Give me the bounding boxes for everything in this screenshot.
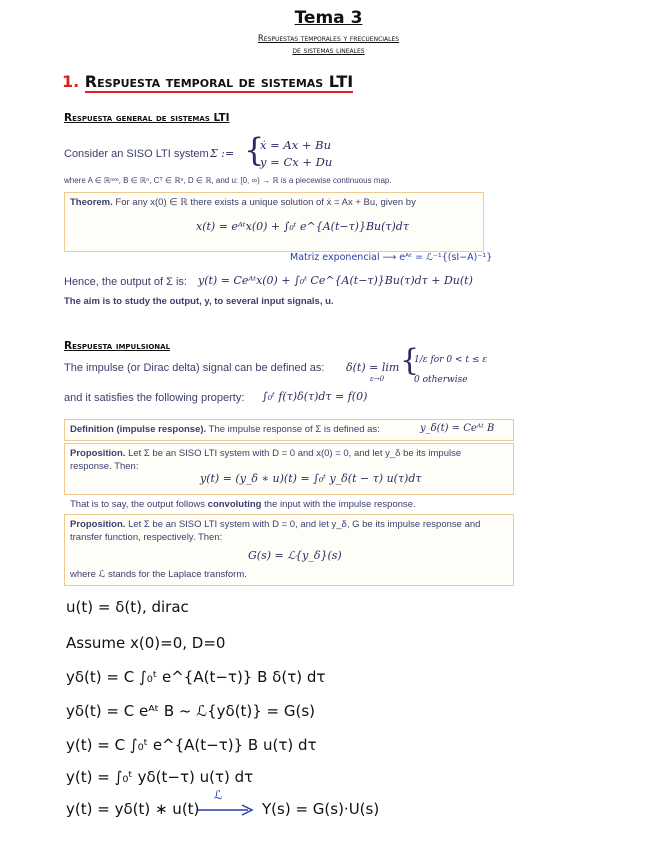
delta-case-2: 0 otherwise — [414, 375, 468, 385]
final-result: Y(s) = G(s)·U(s) — [262, 800, 380, 818]
output-solution-equation: y(t) = Ceᴬᵗx(0) + ∫₀ᵗ Ce^{A(t−τ)}Bu(τ)dτ + Du(t) — [198, 274, 473, 287]
hand-line-2: Assume x(0)=0, D=0 — [66, 634, 226, 652]
delta-brace: { — [400, 343, 420, 378]
subsection-heading-general: Respuesta general de sistemas LTI — [64, 112, 230, 124]
hand-line-5: y(t) = C ∫₀ᵗ e^{A(t−τ)} B u(τ) dτ — [66, 736, 317, 754]
convolution-sentence — [70, 499, 416, 510]
definition-line — [70, 424, 380, 435]
sigma-def: Σ := — [210, 147, 235, 160]
definition-text: The impulse response of Σ is defined as: — [208, 424, 380, 435]
laplace-arrow-label: ℒ — [214, 788, 223, 802]
definition-label: Definition (impulse response). — [70, 424, 207, 435]
where-text: where A ∈ ℝⁿˣⁿ, B ∈ ℝⁿ, Cᵀ ∈ ℝⁿ, D ∈ ℝ, and u: [0, ∞) → ℝ is a piecewise continuous map. — [64, 176, 392, 185]
page-title: Tema 3 — [294, 8, 363, 28]
state-equation: ẋ = Ax + Bu — [260, 138, 332, 152]
theorem-line — [70, 197, 416, 208]
consider-text: Consider an SISO LTI system — [64, 148, 209, 160]
hand-line-6: y(t) = ∫₀ᵗ yδ(t−τ) u(τ) dτ — [66, 768, 254, 786]
proposition1-label: Proposition. — [70, 448, 126, 459]
laplace-text: where ℒ stands for the Laplace transform. — [70, 569, 247, 580]
section-title: Respuesta temporal de sistemas LTI — [84, 72, 354, 91]
matrix-exponential-note: Matriz exponencial ⟶ eᴬᵗ = ℒ⁻¹{(sI−A)⁻¹} — [290, 252, 493, 263]
hand-line-1: u(t) = δ(t), dirac — [66, 598, 189, 616]
section-heading — [62, 72, 353, 91]
laplace-arrow-icon — [196, 804, 256, 816]
system-brace: { — [244, 131, 265, 169]
page-subtitle-line1: Respuestas temporales y frecuenciales — [257, 34, 400, 44]
convolution-pre: That is to say, the output follows — [70, 499, 206, 510]
hand-line-3: yδ(t) = C ∫₀ᵗ e^{A(t−τ)} B δ(τ) dτ — [66, 668, 326, 686]
hence-text: Hence, the output of Σ is: — [64, 276, 187, 288]
proposition2-line — [70, 518, 490, 544]
page-subtitle-line2: de sistemas lineales — [292, 46, 365, 56]
property-text: and it satisfies the following property: — [64, 392, 245, 404]
property-equation: ∫₀ᵗ f(τ)δ(τ)dτ = f(0) — [262, 390, 368, 403]
delta-equation: δ(t) = lim — [346, 361, 400, 374]
definition-equation: y_δ(t) = Ceᴬᵗ B — [420, 423, 495, 434]
proposition2-equation: G(s) = ℒ{y_δ}(s) — [248, 549, 342, 562]
proposition1-text: Let Σ be an SISO LTI system with D = 0 and x(0) = 0, and let y_δ be its impulse response. Then: — [70, 448, 462, 472]
subsection-heading-impulse: Respuesta impulsional — [64, 340, 171, 352]
impulse-text: The impulse (or Dirac delta) signal can be defined as: — [64, 362, 325, 374]
section-number: 1. — [62, 72, 80, 91]
aim-text: The aim is to study the output, y, to several input signals, u. — [64, 296, 334, 307]
proposition1-line — [70, 447, 490, 473]
hand-line-4: yδ(t) = C eᴬᵗ B ~ ℒ{yδ(t)} = G(s) — [66, 702, 316, 720]
hand-line-7: y(t) = yδ(t) ∗ u(t) — [66, 800, 200, 818]
theorem-text: For any x(0) ∈ ℝ there exists a unique solution of ẋ = Ax + Bu, given by — [115, 197, 416, 208]
convolution-post: the input with the impulse response. — [264, 499, 416, 510]
proposition1-equation: y(t) = (y_δ ∗ u)(t) = ∫₀ᵗ y_δ(t − τ) u(τ)dτ — [200, 472, 422, 485]
proposition2-label: Proposition. — [70, 519, 126, 530]
proposition2-text: Let Σ be an SISO LTI system with D = 0, and let y_δ, G be its impulse response and transfer function, respectively. Then: — [70, 519, 481, 543]
delta-case-1: 1/ε for 0 < t ≤ ε — [414, 355, 488, 365]
convolution-word: convoluting — [207, 499, 262, 510]
delta-limit-sub: ε→0 — [370, 375, 385, 383]
theorem-label: Theorem. — [70, 197, 113, 208]
output-equation: y = Cx + Du — [260, 155, 333, 169]
theorem-equation: x(t) = eᴬᵗx(0) + ∫₀ᵗ e^{A(t−τ)}Bu(τ)dτ — [196, 220, 409, 233]
